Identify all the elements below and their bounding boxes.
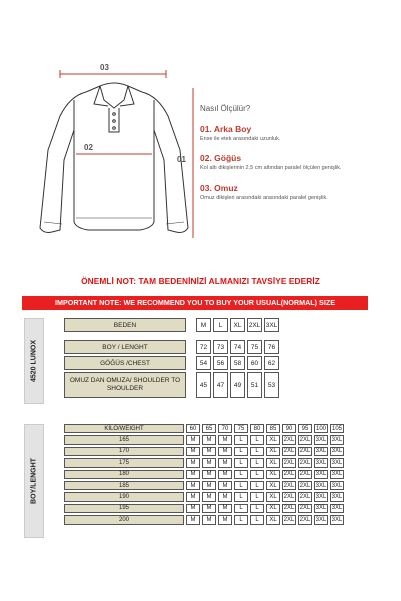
table-cell: 3XL xyxy=(315,494,327,501)
table-cell: L xyxy=(234,447,248,456)
weight-header-cell: 65 xyxy=(202,424,216,433)
weight-height-fit-table xyxy=(62,422,346,527)
height-row-label: 165 xyxy=(64,435,184,444)
table-cell: M xyxy=(218,481,232,490)
table-row xyxy=(64,481,344,490)
table-cell: L xyxy=(234,492,248,501)
table-row xyxy=(64,470,344,479)
table-cell: 2XL xyxy=(283,482,295,489)
how-to-measure-title: Nasıl Ölçülür? xyxy=(200,104,251,113)
table-cell: L xyxy=(250,492,264,501)
step-description: Kol altı dikişlerinin 2,5 cm altından paralel ölçülen genişlik. xyxy=(200,165,342,171)
step-title: 01. Arka Boy xyxy=(200,124,252,134)
height-row-label: 185 xyxy=(64,481,184,490)
size-header-cell: L xyxy=(213,318,228,332)
table-cell: XL xyxy=(266,515,280,524)
height-row-label: 195 xyxy=(64,504,184,513)
table-cell: 2XL xyxy=(283,494,295,501)
size-header-cell: 3XL xyxy=(264,318,279,332)
table-cell: 3XL xyxy=(331,471,343,478)
model-code-label: 4520 LUNOX xyxy=(30,339,38,383)
table-row xyxy=(64,515,344,524)
table-cell: M xyxy=(202,481,216,490)
table-cell: XL xyxy=(266,447,280,456)
table-header-row xyxy=(64,424,344,433)
weight-header-cell: 100 xyxy=(315,425,326,432)
table-cell: 73 xyxy=(213,340,228,354)
table-cell: L xyxy=(234,435,248,444)
table-cell: 2XL xyxy=(299,437,311,444)
weight-header-cell: 85 xyxy=(266,424,280,433)
table-cell: M xyxy=(202,458,216,467)
height-row-label: 190 xyxy=(64,492,184,501)
step-shoulder xyxy=(200,183,396,202)
table-cell: 62 xyxy=(264,356,279,370)
table-row xyxy=(64,356,279,370)
table-cell: M xyxy=(202,492,216,501)
table-cell: M xyxy=(218,492,232,501)
table-cell: L xyxy=(234,458,248,467)
step-description: Omuz dikişleri arasındaki arasındaki paralel genişlik. xyxy=(200,195,328,201)
table-cell: L xyxy=(250,447,264,456)
table-cell: 49 xyxy=(230,372,245,398)
table-cell: M xyxy=(218,515,232,524)
weight-header-cell: 90 xyxy=(282,424,296,433)
table-cell: M xyxy=(186,492,200,501)
table-cell: 3XL xyxy=(331,459,343,466)
table-cell: XL xyxy=(266,458,280,467)
table-cell: L xyxy=(234,481,248,490)
table-row xyxy=(64,458,344,467)
table-cell: 3XL xyxy=(315,505,327,512)
table-cell: M xyxy=(218,447,232,456)
table-cell: 2XL xyxy=(299,482,311,489)
table-cell: L xyxy=(234,470,248,479)
table-row xyxy=(64,372,279,398)
table-cell: M xyxy=(186,481,200,490)
table-cell: XL xyxy=(266,504,280,513)
table-cell: M xyxy=(202,447,216,456)
height-row-label: 180 xyxy=(64,470,184,479)
table-cell: L xyxy=(250,504,264,513)
table-cell: L xyxy=(250,481,264,490)
weight-header-cell: 70 xyxy=(218,424,232,433)
table-cell: 2XL xyxy=(283,505,295,512)
step-description: Ense ile etek arasındaki uzunluk. xyxy=(200,136,281,142)
table-cell: 72 xyxy=(196,340,211,354)
size-header-cell: M xyxy=(196,318,211,332)
table-cell: M xyxy=(202,515,216,524)
table-cell: XL xyxy=(266,435,280,444)
table-cell: 2XL xyxy=(283,471,295,478)
table-cell: M xyxy=(186,435,200,444)
table-cell: L xyxy=(250,458,264,467)
table-cell: 3XL xyxy=(331,516,343,523)
table-cell: 75 xyxy=(247,340,262,354)
table-cell: XL xyxy=(266,470,280,479)
length-measure-label: 01 xyxy=(177,155,186,164)
table-cell: 2XL xyxy=(299,448,311,455)
table-cell: M xyxy=(202,470,216,479)
table-cell: M xyxy=(186,515,200,524)
table-cell: XL xyxy=(266,492,280,501)
table-cell: 53 xyxy=(264,372,279,398)
table-cell: 47 xyxy=(213,372,228,398)
size-header-cell: 2XL xyxy=(247,318,262,332)
table-cell: L xyxy=(250,515,264,524)
table-cell: 3XL xyxy=(331,505,343,512)
weight-header-cell: 60 xyxy=(186,424,200,433)
weight-header-label: KİLO/WEIGHT xyxy=(64,424,184,433)
step-chest xyxy=(200,153,396,172)
table-row xyxy=(64,447,344,456)
height-row-label: 200 xyxy=(64,515,184,524)
model-side-label xyxy=(24,318,44,404)
table-cell: 2XL xyxy=(299,471,311,478)
table-cell: L xyxy=(250,470,264,479)
weight-header-cell: 95 xyxy=(298,424,312,433)
table-cell: 2XL xyxy=(283,448,295,455)
table-cell: 2XL xyxy=(299,459,311,466)
table-cell: 3XL xyxy=(315,437,327,444)
height-axis-label: BOY/LENGHT xyxy=(30,458,38,504)
table-cell: XL xyxy=(266,481,280,490)
table-cell: 3XL xyxy=(331,437,343,444)
height-row-label: 175 xyxy=(64,458,184,467)
important-note-turkish: ÖNEMLİ NOT: TAM BEDENİNİZİ ALMANIZI TAVSİYE EDERİZ xyxy=(81,276,320,286)
measurement-diagram xyxy=(0,0,401,262)
weight-header-cell: 75 xyxy=(234,424,248,433)
table-cell: 3XL xyxy=(315,482,327,489)
height-row-label: 170 xyxy=(64,447,184,456)
table-cell: M xyxy=(186,504,200,513)
table-cell: 2XL xyxy=(283,437,295,444)
table-cell: L xyxy=(250,435,264,444)
table-cell: M xyxy=(202,504,216,513)
table-cell: M xyxy=(186,447,200,456)
size-measurement-table xyxy=(62,316,281,400)
table-cell: 2XL xyxy=(283,516,295,523)
table-cell: 2XL xyxy=(299,494,311,501)
table-cell: L xyxy=(234,504,248,513)
table-cell: 3XL xyxy=(315,459,327,466)
table-cell: M xyxy=(218,458,232,467)
row-label: BOY / LENGHT xyxy=(64,340,186,354)
height-side-label xyxy=(24,424,44,538)
table-cell: 2XL xyxy=(283,459,295,466)
table-cell: 3XL xyxy=(315,516,327,523)
table-cell: 3XL xyxy=(331,494,343,501)
table-row xyxy=(64,340,279,354)
table-cell: L xyxy=(234,515,248,524)
table-cell: 60 xyxy=(247,356,262,370)
chest-measure-label: 02 xyxy=(84,143,93,152)
table-cell: 76 xyxy=(264,340,279,354)
table-cell: 3XL xyxy=(331,448,343,455)
table-header-row xyxy=(64,318,279,332)
table-cell: 51 xyxy=(247,372,262,398)
table-cell: 2XL xyxy=(299,505,311,512)
weight-header-cell: 105 xyxy=(331,425,342,432)
table-row xyxy=(64,435,344,444)
table-cell: 3XL xyxy=(331,482,343,489)
size-header-cell: XL xyxy=(230,318,245,332)
step-back-length xyxy=(200,124,396,143)
important-note-english-banner: IMPORTANT NOTE: WE RECOMMEND YOU TO BUY YOUR USUAL(NORMAL) SIZE xyxy=(22,296,368,310)
table-cell: 54 xyxy=(196,356,211,370)
table-cell: 3XL xyxy=(315,448,327,455)
table-cell: 56 xyxy=(213,356,228,370)
table-cell: M xyxy=(218,504,232,513)
table-cell: 74 xyxy=(230,340,245,354)
polo-shirt-icon xyxy=(40,83,188,233)
table-cell: 3XL xyxy=(315,471,327,478)
table-cell: 45 xyxy=(196,372,211,398)
table-row xyxy=(64,492,344,501)
table-cell: M xyxy=(218,470,232,479)
step-title: 03. Omuz xyxy=(200,183,238,193)
table-cell: M xyxy=(218,435,232,444)
row-label: GÖĞÜS /CHEST xyxy=(64,356,186,370)
weight-header-cell: 80 xyxy=(250,424,264,433)
size-header-label: BEDEN xyxy=(64,318,186,332)
table-row xyxy=(64,504,344,513)
row-label: OMUZ DAN OMUZA/ SHOULDER TO SHOULDER xyxy=(64,372,186,398)
table-cell: 58 xyxy=(230,356,245,370)
table-cell: M xyxy=(186,458,200,467)
step-title: 02. Göğüs xyxy=(200,153,242,163)
table-cell: M xyxy=(186,470,200,479)
width-measure-label: 03 xyxy=(100,63,109,72)
table-cell: M xyxy=(202,435,216,444)
table-cell: 2XL xyxy=(299,516,311,523)
